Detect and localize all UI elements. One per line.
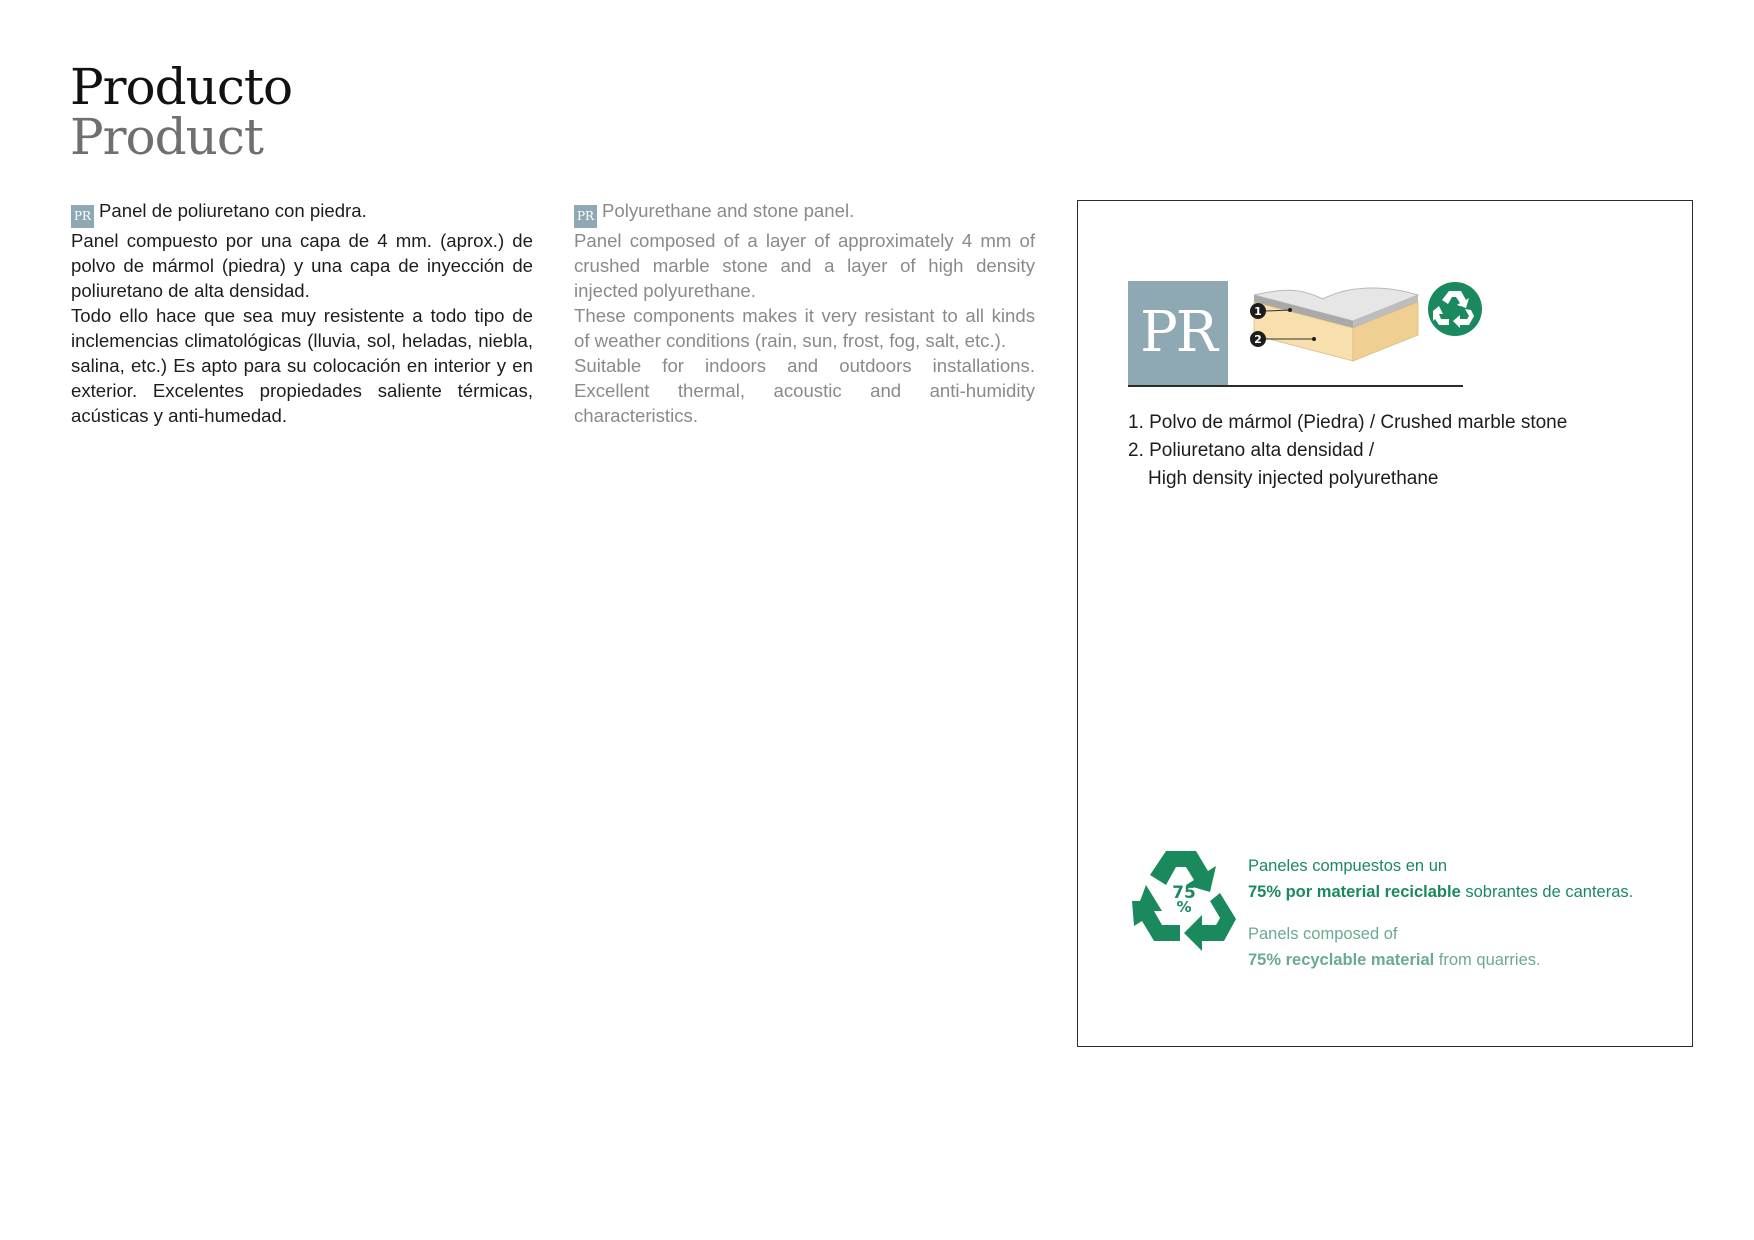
- recycle-statement-spanish: [1248, 853, 1678, 905]
- pr-product-label: PR: [1128, 281, 1228, 385]
- recycle-en-bold: 75% recyclable material: [1248, 951, 1435, 969]
- english-paragraph-3: Suitable for indoors and outdoors installations. Excellent thermal, acoustic and anti-humidity characteristics.: [574, 355, 1035, 426]
- diagram-marker-2: 2: [1254, 333, 1262, 346]
- english-lead-text: Polyurethane and stone panel.: [602, 200, 855, 221]
- layer-legend-list: [1128, 409, 1668, 493]
- recycle-es-line-1: Paneles compuestos en un: [1248, 857, 1448, 875]
- pr-badge-icon: PR: [574, 205, 597, 228]
- recycle-es-bold: 75% por material reciclable: [1248, 883, 1461, 901]
- recycle-statement-english: [1248, 921, 1678, 973]
- page-title-english: Product: [70, 108, 263, 166]
- recycle-75-percent-icon: [1128, 845, 1240, 955]
- recycle-label-number: 75: [1172, 883, 1196, 903]
- spanish-paragraph-2: Todo ello hace que sea muy resistente a todo tipo de inclemencias climatológicas (lluvia, sol, heladas, niebla, salina, etc.) Es apto para su colocación en interior y en exterior. Excelentes propiedades saliente térmicas, acústicas y anti-humedad.: [71, 305, 533, 426]
- spanish-lead-text: Panel de poliuretano con piedra.: [99, 200, 367, 221]
- spanish-paragraph-1: Panel compuesto por una capa de 4 mm. (aprox.) de polvo de mármol (piedra) y una capa de inyección de poliuretano de alta densidad.: [71, 230, 533, 301]
- english-description: [574, 198, 1035, 428]
- small-recycle-label: 75%: [1445, 305, 1465, 314]
- english-paragraph-1: Panel composed of a layer of approximately 4 mm of crushed marble stone and a layer of high density injected polyurethane.: [574, 230, 1035, 301]
- recycle-en-rest: from quarries.: [1434, 951, 1541, 969]
- spanish-lead-line: [71, 198, 533, 228]
- small-recycle-75-icon: [1427, 281, 1483, 337]
- recycle-statement: [1248, 853, 1678, 973]
- page-heading: [70, 58, 293, 166]
- product-spec-box: [1077, 200, 1693, 1047]
- recycle-es-rest: sobrantes de canteras.: [1460, 883, 1634, 901]
- layer-item-2: 2. Poliuretano alta densidad /: [1128, 440, 1375, 461]
- diagram-marker-1: 1: [1254, 305, 1262, 318]
- page-title-spanish: Producto: [70, 58, 293, 116]
- layer-item-1: 1. Polvo de mármol (Piedra) / Crushed marble stone: [1128, 412, 1568, 433]
- english-lead-line: [574, 198, 1035, 228]
- layer-item-2-continued: High density injected polyurethane: [1148, 468, 1439, 489]
- spanish-description: [71, 198, 533, 428]
- recycle-en-line-1: Panels composed of: [1248, 925, 1398, 943]
- english-paragraph-2: These components makes it very resistant to all kinds of weather conditions (rain, sun, frost, fog, salt, etc.).: [574, 305, 1035, 351]
- pr-badge-icon: PR: [71, 205, 94, 228]
- recycle-label-percent: %: [1176, 898, 1192, 916]
